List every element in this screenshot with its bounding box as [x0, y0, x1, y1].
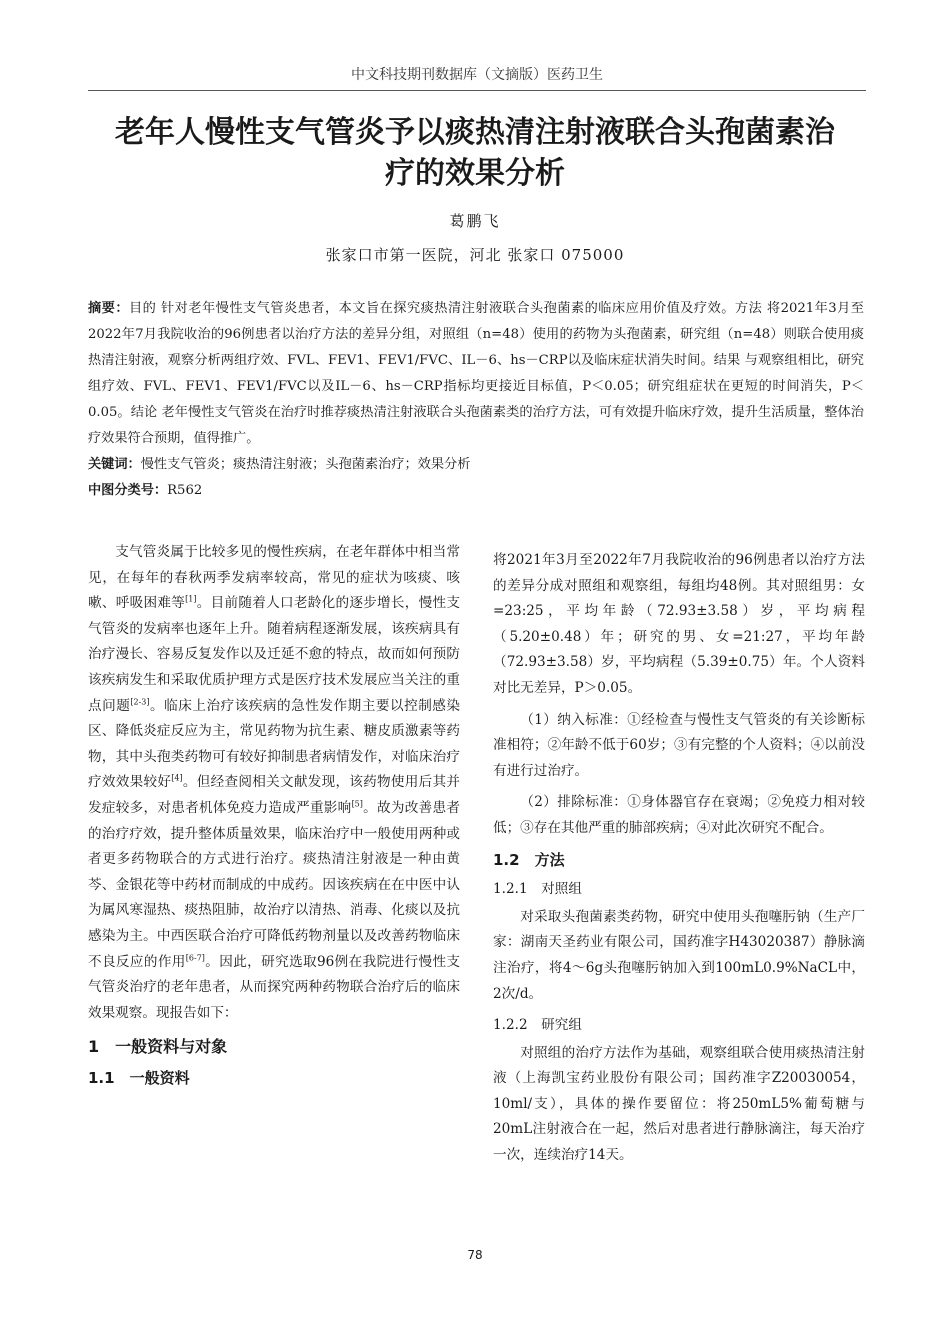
- section-heading-1-2-2: 1.2.2 研究组: [493, 1017, 582, 1034]
- intro-text-5: 。故为改善患者的治疗疗效，提升整体质量效果，临床治疗中一般使用两种或者更多药物联合的方式进行治疗。痰热清注射液是一种由黄芩、金银花等中药材而制成的中成药。因该疾病在在中医中认为属风寒湿热、痰热阻肺，故治疗以清热、消毒、化痰以及抗感染为主。中西医联合治疗可降低药物剂量以及改善药物临床不良反应的作用: [88, 799, 461, 970]
- abstract-block: [88, 296, 864, 504]
- section-heading-1-2: 1.2 方法: [493, 850, 565, 869]
- abstract: [88, 296, 864, 452]
- intro-text-3: 。临床上治疗该疾病的急性发作期主要以控制感染区、降低炎症反应为主，常见药物为抗生素、糖皮质激素等药物，其中头孢类药物可有较好抑制患者病情发作，对临床治疗疗效效果较好: [88, 697, 461, 791]
- section-heading-1-2-1: 1.2.1 对照组: [493, 881, 582, 898]
- inclusion-criteria: （1）纳入标准：①经检查与慢性支气管炎的有关诊断标准相符；②年龄不低于60岁；③有完整的个人资料；④以前没有进行过治疗。: [493, 711, 865, 779]
- author-affiliation: 张家口市第一医院，河北 张家口 075000: [325, 246, 625, 264]
- section-heading-1: 1 一般资料与对象: [88, 1037, 228, 1057]
- citation-ref: [6-7]: [185, 952, 205, 962]
- keywords: [88, 452, 864, 478]
- citation-ref: [4]: [171, 773, 183, 783]
- keywords-text: 慢性支气管炎；痰热清注射液；头孢菌素治疗；效果分析: [140, 457, 471, 472]
- intro-paragraph: [88, 540, 460, 1026]
- page-number: 78: [467, 1248, 483, 1262]
- intro-text-6: 。因此，研究选取96例在我院进行慢性支气管炎治疗的老年患者，从而探究两种药物联合治疗后的临床效果观察。现报告如下：: [88, 953, 461, 1021]
- citation-ref: [5]: [351, 799, 363, 809]
- citation-ref: [1]: [185, 594, 197, 604]
- exclusion-criteria: （2）排除标准：①身体器官存在衰竭；②免疫力相对较低；③存在其他严重的肺部疾病；④对此次研究不配合。: [493, 794, 865, 836]
- journal-header: 中文科技期刊数据库（文摘版）医药卫生: [88, 64, 866, 91]
- citation-ref: [2-3]: [130, 697, 150, 707]
- author-name: 葛鹏飞: [449, 212, 501, 230]
- classification: [88, 478, 864, 504]
- control-group-paragraph: 对采取头孢菌素类药物，研究中使用头孢噻肟钠（生产厂家：湖南天圣药业有限公司，国药准字H43020387）静脉滴注治疗，将4～6g头孢噻肟钠加入到100mL0.9%NaCL中，2次/d。: [493, 908, 865, 1002]
- right-column: [493, 548, 865, 1175]
- keywords-label: 关键词：: [88, 457, 141, 472]
- classification-label: 中图分类号：: [88, 483, 168, 498]
- title-line-2: 疗的效果分析: [385, 156, 565, 191]
- study-group-paragraph: 对照组的治疗方法作为基础，观察组联合使用痰热清注射液（上海凯宝药业股份有限公司；国药准字Z20030054，10ml/支），具体的操作要留位：将250mL5%葡萄糖与20mL注射液合在一起，然后对患者进行静脉滴注，每天治疗一次，连续治疗14天。: [493, 1044, 865, 1164]
- intro-text-2: 。目前随着人口老龄化的逐步增长，慢性支气管炎的发病率也逐年上升。随着病程逐渐发展，该疾病具有治疗漫长、容易反复发作以及迁延不愈的特点，故而如何预防该疾病发生和采取优质护理方式是医疗技术发展应当关注的重点问题: [88, 595, 461, 714]
- intro-text-4: 。但经查阅相关文献发现，该药物使用后其并发症较多，对患者机体免疫力造成严重影响: [88, 774, 461, 816]
- general-data-paragraph: 将2021年3月至2022年7月我院收治的96例患者以治疗方法的差异分成对照组和观察组，每组均48例。其对照组男：女=23:25，平均年龄（72.93±3.58）岁，平均病程（5.20±0.48）年；研究的男、女=21:27，平均年龄（72.93±3.58）岁，平均病程（5.39±0.75）年。个人资料对比无差异，P＞0.05。: [493, 552, 865, 696]
- article-title: [80, 112, 870, 194]
- classification-value: R562: [167, 483, 203, 498]
- left-column: [88, 540, 460, 1095]
- abstract-label: 摘要：: [88, 301, 129, 316]
- title-line-1: 老年人慢性支气管炎予以痰热清注射液联合头孢菌素治: [115, 115, 835, 150]
- intro-text-1: 支气管炎属于比较多见的慢性疾病，在老年群体中相当常见，在每年的春秋两季发病率较高，常见的症状为咳痰、咳嗽、呼吸困难等: [88, 544, 460, 612]
- abstract-text: 目的 针对老年慢性支气管炎患者，本文旨在探究痰热清注射液联合头孢菌素的临床应用价值及疗效。方法 将2021年3月至2022年7月我院收治的96例患者以治疗方法的差异分组，对照组（n=48）使用的药物为头孢菌素，研究组（n=48）则联合使用痰热清注射液，观察分析两组疗效、FVL、FEV1、FEV1/FVC、IL－6、hs－CRP以及临床症状消失时间。结果 与观察组相比，研究组疗效、FVL、FEV1、FEV1/FVC以及IL－6、hs－CRP指标均更接近目标值，P＜0.05；研究组症状在更短的时间消失，P＜0.05。结论 老年慢性支气管炎在治疗时推荐痰热清注射液联合头孢菌素类的治疗方法，可有效提升临床疗效，提升生活质量，整体治疗效果符合预期，值得推广。: [88, 301, 864, 446]
- section-heading-1-1: 1.1 一般资料: [88, 1068, 190, 1087]
